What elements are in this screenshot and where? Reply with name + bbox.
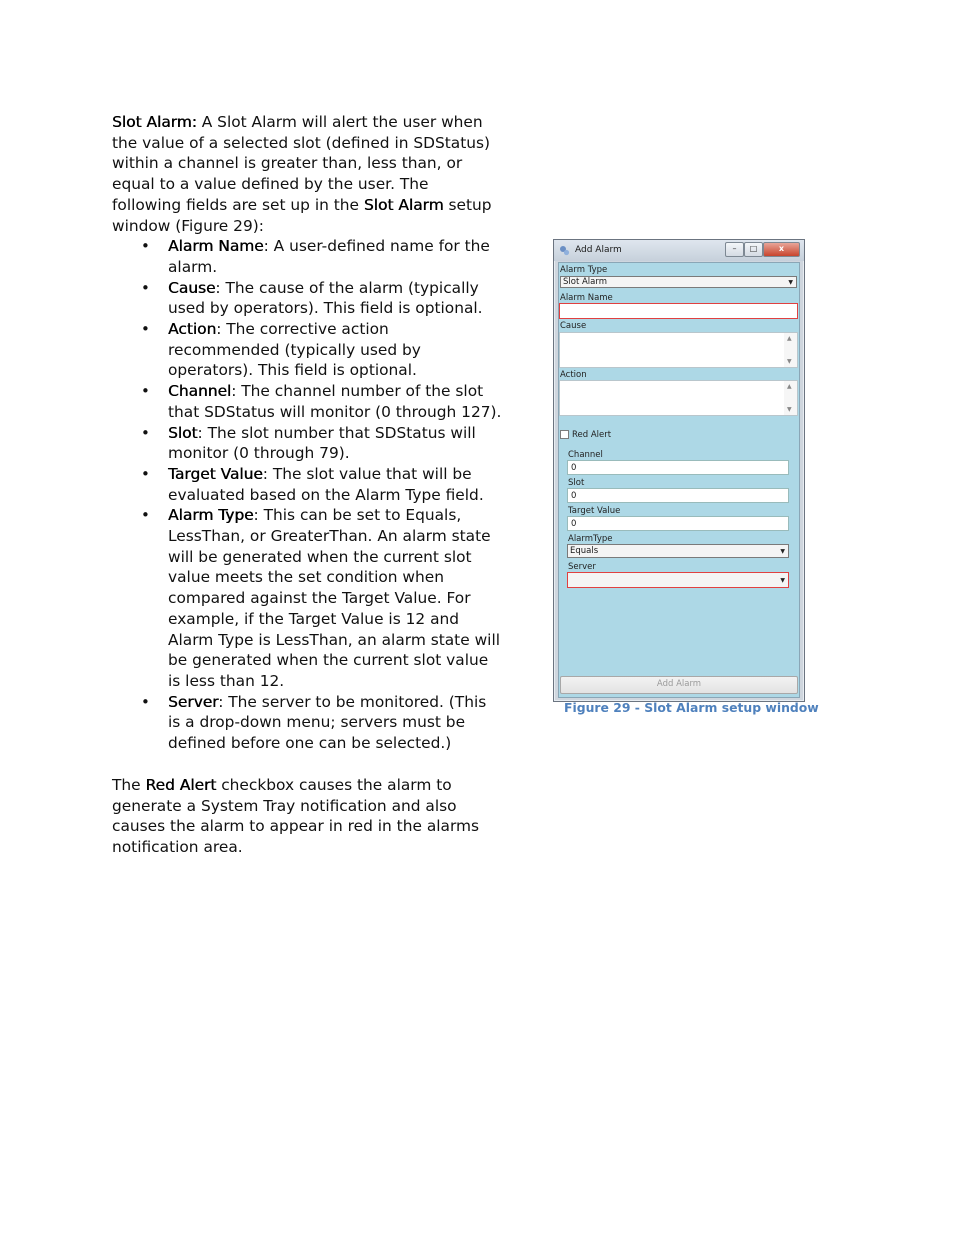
chevron-down-icon: ▼ bbox=[780, 548, 785, 555]
bullet-icon: • bbox=[141, 278, 150, 297]
slot-alarm-term: Slot Alarm: bbox=[112, 113, 197, 131]
list-item bbox=[112, 236, 502, 277]
action-scrollbar[interactable] bbox=[784, 381, 797, 415]
window-titlebar[interactable] bbox=[554, 240, 804, 261]
scroll-up-icon[interactable]: ▲ bbox=[787, 335, 792, 342]
chevron-down-icon: ▼ bbox=[788, 279, 793, 286]
red-alert-label: Red Alert bbox=[572, 430, 612, 440]
scroll-up-icon[interactable]: ▲ bbox=[787, 383, 792, 390]
list-item-text: : The channel number of the slot that SDStatus will monitor (0 through 127). bbox=[168, 382, 502, 421]
chevron-down-icon: ▼ bbox=[780, 577, 785, 584]
action-textarea[interactable] bbox=[559, 380, 798, 416]
alarm-name-label: Alarm Name bbox=[560, 293, 613, 303]
slot-input[interactable] bbox=[567, 488, 789, 503]
server-label: Server bbox=[568, 562, 596, 572]
alarmtype-value: Equals bbox=[570, 546, 599, 556]
target-value-value: 0 bbox=[571, 519, 577, 529]
channel-value: 0 bbox=[571, 463, 577, 473]
bullet-icon: • bbox=[141, 382, 150, 401]
slot-alarm-term-2: Slot Alarm bbox=[363, 195, 444, 214]
intro-text: A Slot Alarm will alert the user when the value of a selected slot (defined in SDStatus) within a channel is greater than, less than, or equal to a value defined by the user. The following fields are set up in the bbox=[112, 113, 491, 214]
alarm-type-select[interactable] bbox=[560, 276, 797, 288]
field-list bbox=[112, 236, 502, 754]
list-item bbox=[112, 319, 502, 381]
list-item-term: Action bbox=[168, 320, 217, 339]
list-item-text: : The slot number that SDStatus will monitor (0 through 79). bbox=[168, 423, 476, 463]
list-item-text: : The cause of the alarm (typically used by operators). This field is optional. bbox=[168, 278, 483, 318]
list-item-term: Target Value bbox=[168, 464, 263, 483]
outro-paragraph bbox=[112, 775, 502, 858]
slot-label: Slot bbox=[568, 478, 585, 488]
bullet-icon: • bbox=[141, 237, 150, 256]
list-item-term: Alarm Name bbox=[168, 237, 264, 256]
channel-input[interactable] bbox=[567, 460, 789, 475]
list-item-term: Channel bbox=[168, 382, 232, 401]
list-item bbox=[112, 692, 502, 754]
action-label: Action bbox=[560, 370, 587, 380]
maximize-button[interactable]: □ bbox=[744, 242, 763, 257]
cause-textarea[interactable] bbox=[559, 332, 798, 368]
red-alert-term: Red Alert bbox=[145, 775, 217, 794]
alarm-type-value: Slot Alarm bbox=[563, 277, 608, 287]
list-item-text: : This can be set to Equals, LessThan, or GreaterThan. An alarm state will be generated when the current slot value meets the set condition when compared against the Target Value. For example, if the Target Value is 12 and Alarm Type is LessThan, an alarm state will be generated when the current slot value is less than 12. bbox=[168, 506, 500, 690]
list-item-term: Alarm Type bbox=[168, 506, 254, 525]
outro-text-2: checkbox causes the alarm to generate a System Tray notification and also causes the alarm to appear in red in the alarms notification area. bbox=[112, 775, 480, 856]
bullet-icon: • bbox=[141, 423, 150, 442]
list-item-text: : The server to be monitored. (This is a drop-down menu; servers must be defined before one can be selected.) bbox=[168, 692, 487, 753]
bullet-icon: • bbox=[141, 692, 150, 711]
list-item-text: : The corrective action recommended (typically used by operators). This field is optional. bbox=[168, 320, 421, 380]
intro-text-2: setup window (Figure 29): bbox=[112, 195, 492, 235]
document-body bbox=[112, 112, 502, 858]
list-item bbox=[112, 423, 502, 464]
window-title: Add Alarm bbox=[575, 245, 622, 255]
alarm-name-input[interactable] bbox=[559, 303, 798, 319]
list-item-text: : A user-defined name for the alarm. bbox=[168, 237, 490, 276]
slot-value: 0 bbox=[571, 491, 577, 501]
list-item bbox=[112, 278, 502, 319]
intro-paragraph bbox=[112, 112, 502, 236]
target-value-input[interactable] bbox=[567, 516, 789, 531]
scroll-down-icon[interactable]: ▼ bbox=[787, 358, 792, 365]
add-alarm-button[interactable]: Add Alarm bbox=[560, 676, 798, 694]
bullet-icon: • bbox=[141, 464, 150, 483]
list-item-term: Slot bbox=[168, 423, 198, 442]
list-item-text: : The slot value that will be evaluated based on the Alarm Type field. bbox=[168, 464, 484, 504]
target-value-label: Target Value bbox=[568, 506, 621, 516]
list-item bbox=[112, 505, 502, 691]
red-alert-checkbox[interactable] bbox=[560, 430, 569, 439]
paragraph-gap bbox=[112, 754, 502, 775]
scroll-down-icon[interactable]: ▼ bbox=[787, 406, 792, 413]
list-item-term: Cause bbox=[168, 278, 216, 297]
alarm-type-label: Alarm Type bbox=[560, 265, 608, 275]
alarmtype-select[interactable] bbox=[567, 544, 789, 558]
figure-caption: Figure 29 - Slot Alarm setup window bbox=[564, 700, 819, 715]
list-item bbox=[112, 464, 502, 505]
list-item bbox=[112, 381, 502, 422]
bullet-icon: • bbox=[141, 320, 150, 339]
dialog-client-area bbox=[558, 262, 800, 698]
outro-text: The bbox=[112, 775, 146, 794]
channel-label: Channel bbox=[568, 450, 603, 460]
close-button[interactable]: x bbox=[763, 242, 800, 257]
minimize-button[interactable]: – bbox=[725, 242, 744, 257]
alarmtype-label: AlarmType bbox=[568, 534, 613, 544]
add-alarm-window bbox=[553, 239, 805, 702]
cause-label: Cause bbox=[560, 321, 587, 331]
app-icon bbox=[559, 245, 570, 256]
list-item-term: Server bbox=[168, 692, 219, 711]
bullet-icon: • bbox=[141, 506, 150, 525]
cause-scrollbar[interactable] bbox=[784, 333, 797, 367]
server-select[interactable] bbox=[567, 572, 789, 588]
